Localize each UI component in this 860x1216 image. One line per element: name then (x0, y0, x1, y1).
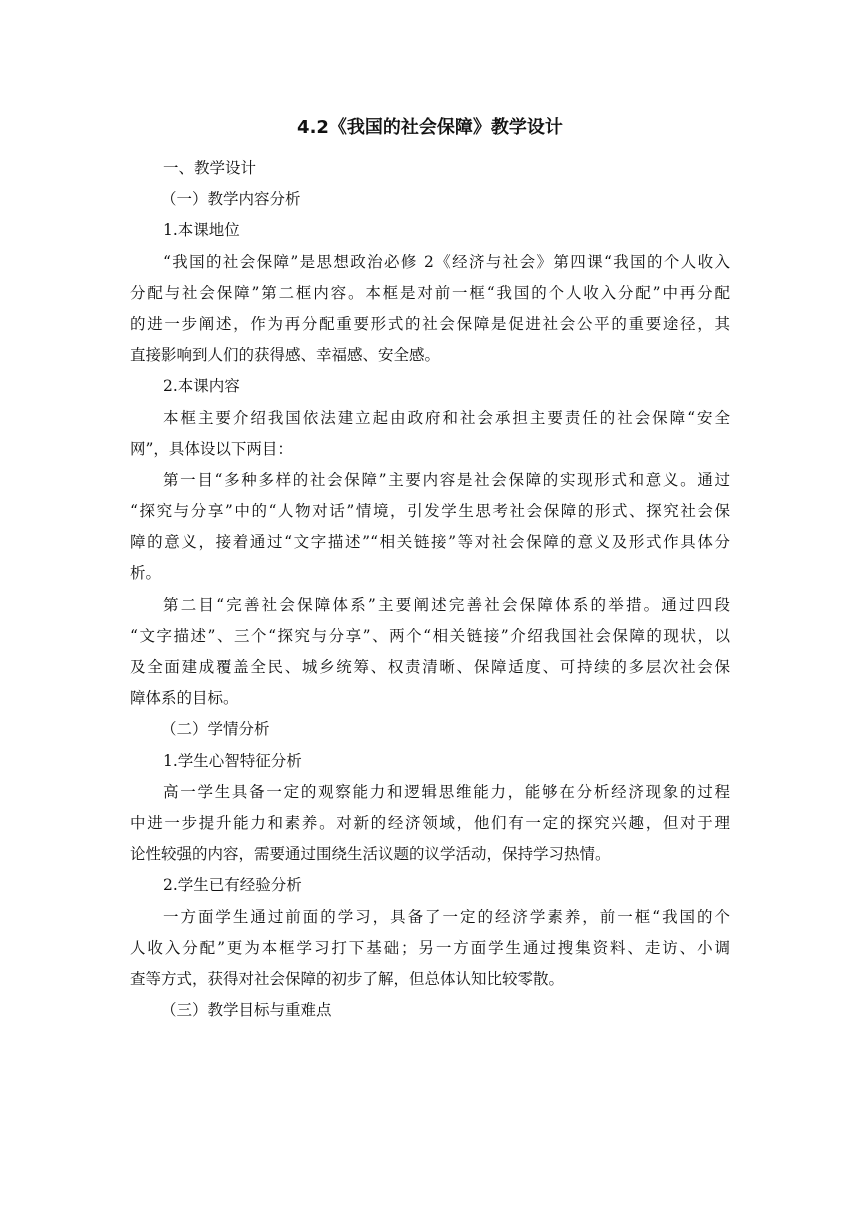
paragraph-line: 一方面学生通过前面的学习，具备了一定的经济学素养，前一框“我国的个 (163, 907, 730, 926)
paragraph-line: 及全面建成覆盖全民、城乡统筹、权责清晰、保障适度、可持续的多层次社会保 (130, 658, 730, 676)
item-heading: 2.学生已有经验分析 (163, 876, 302, 895)
document-title: 4.2《我国的社会保障》教学设计 (297, 117, 563, 138)
section-heading: 一、教学设计 (163, 159, 257, 177)
subsection-heading: （三）教学目标与重难点 (161, 1001, 332, 1020)
paragraph-line: 中进一步提升能力和素养。对新的经济领域，他们有一定的探究兴趣，但对于理 (130, 813, 730, 832)
paragraph-line: 第二目“完善社会保障体系”主要阐述完善社会保障体系的举措。通过四段 (163, 595, 730, 614)
paragraph-line: 障的意义，接着通过“文字描述”“相关链接”等对社会保障的意义及形式作具体分 (130, 533, 730, 552)
paragraph-line: “我国的社会保障”是思想政治必修 2《经济与社会》第四课“我国的个人收入 (163, 252, 730, 271)
paragraph-line: 网”，具体设以下两目： (130, 439, 293, 458)
paragraph-line: 查等方式，获得对社会保障的初步了解，但总体认知比较零散。 (130, 969, 565, 988)
paragraph-line: 分配与社会保障”第二框内容。本框是对前一框“我国的个人收入分配”中再分配 (130, 283, 730, 302)
paragraph-line: 人收入分配”更为本框学习打下基础；另一方面学生通过搜集资料、走访、小调 (130, 938, 730, 957)
item-heading: 2.本课内容 (163, 377, 240, 396)
paragraph-line: 论性较强的内容，需要通过围绕生活议题的议学活动，保持学习热情。 (130, 845, 611, 864)
item-heading: 1.本课地位 (163, 221, 240, 240)
paragraph-line: 析。 (130, 564, 162, 583)
paragraph-line: “探究与分享”中的“人物对话”情境，引发学生思考社会保障的形式、探究社会保 (130, 502, 730, 521)
subsection-heading: （一）教学内容分析 (161, 190, 301, 209)
paragraph-line: 高一学生具备一定的观察能力和逻辑思维能力，能够在分析经济现象的过程 (163, 782, 730, 801)
paragraph-line: 障体系的目标。 (130, 689, 239, 708)
paragraph-line: 第一目“多种多样的社会保障”主要内容是社会保障的实现形式和意义。通过 (163, 470, 730, 489)
subsection-heading: （二）学情分析 (161, 720, 270, 739)
paragraph-line: 本框主要介绍我国依法建立起由政府和社会承担主要责任的社会保障“安全 (163, 408, 730, 427)
paragraph-line: 的进一步阐述，作为再分配重要形式的社会保障是促进社会公平的重要途径，其 (130, 314, 730, 333)
item-heading: 1.学生心智特征分析 (163, 751, 302, 770)
document-body (130, 153, 730, 1026)
paragraph-line: 直接影响到人们的获得感、幸福感、安全感。 (130, 346, 441, 365)
paragraph-line: “文字描述”、三个“探究与分享”、两个“相关链接”介绍我国社会保障的现状，以 (130, 626, 730, 645)
